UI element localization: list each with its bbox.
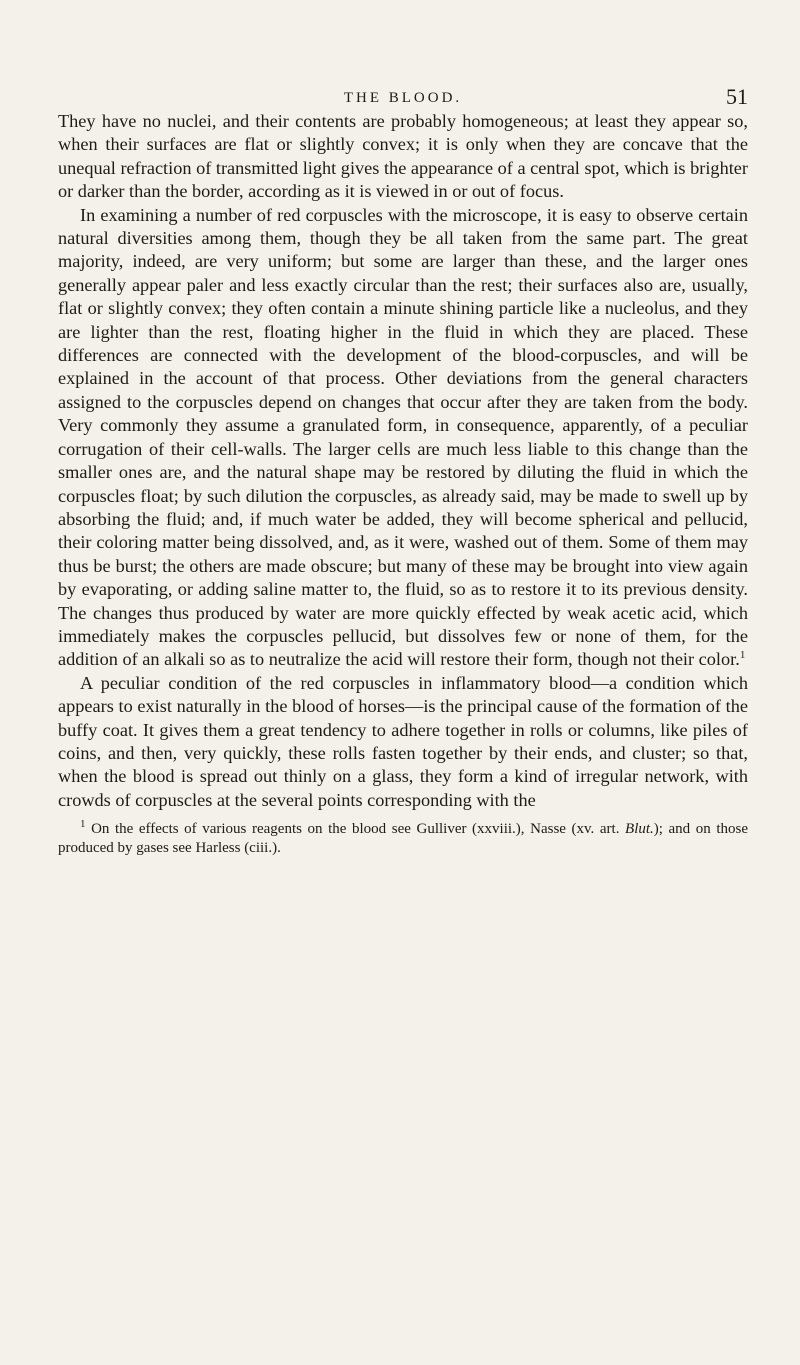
paragraph bbox=[58, 672, 748, 812]
paragraph bbox=[58, 204, 748, 672]
paragraph-text: A peculiar condition of the red corpuscles in inflammatory blood—a condition which appears to exist naturally in the blood of horses—is the principal cause of the formation of the buffy coat. It gives them a great tendency to adhere together in rolls or columns, like piles of coins, and then, very quickly, these rolls fasten together by their ends, and cluster; so that, when the blood is spread out thinly on a glass, they form a kind of irregular network, with crowds of corpuscles at the several points corresponding with the bbox=[58, 672, 748, 810]
footnote-text: On the effects of various reagents on the blood see Gulliver (xxviii.), Nasse (xv. art. bbox=[91, 821, 626, 838]
footnote bbox=[58, 820, 748, 858]
paragraph bbox=[58, 110, 748, 204]
footnote-italic: Blut. bbox=[625, 821, 654, 838]
body-text bbox=[58, 110, 748, 812]
paragraph-text: They have no nuclei, and their contents are probably homogeneous; at least they appear so, when their surfaces are flat or slightly convex; it is only when they are concave that the unequal refraction of transmitted light gives the appearance of a central spot, which is brighter or darker than the border, according as it is viewed in or out of focus. bbox=[58, 111, 748, 202]
page-number: 51 bbox=[726, 84, 748, 109]
running-head bbox=[58, 0, 748, 110]
footnote-marker: 1 bbox=[80, 818, 86, 831]
running-title: THE BLOOD. bbox=[343, 90, 463, 106]
footnote-text-end: ); and on those produced by gases see Harless (ciii.). bbox=[58, 821, 748, 857]
footnote-reference: 1 bbox=[739, 649, 746, 662]
paragraph-text: In examining a number of red corpuscles with the microscope, it is easy to observe certain natural diversities among them, though they be all taken from the same part. The great majority, indeed, are very uniform; but some are larger than these, and the larger ones generally appear paler and less exactly circular than the rest; their surfaces also are, usually, flat or slightly convex; they often contain a minute shining particle like a nucleolus, and they are lighter than the rest, floating higher in the fluid in which they are placed. These differences are connected with the development of the blood-corpuscles, and will be explained in the account of that process. Other deviations from the general characters assigned to the corpuscles depend on changes that occur after they are taken from the body. Very commonly they assume a granulated form, in consequence, apparently, of a peculiar corrugation of their cell-walls. The larger cells are much less liable to this change than the smaller ones are, and the natural shape may be restored by diluting the fluid in which the corpuscles float; by such dilution the corpuscles, as already said, may be made to swell up by absorbing the fluid; and, if much water be added, they will become spherical and pellucid, their coloring matter being dissolved, and, as it were, washed out of them. Some of them may thus be burst; the others are made obscure; but many of these may be brought into view again by evaporating, or adding saline matter to, the fluid, so as to restore it to its previous density. The changes thus produced by water are more quickly effected by weak acetic acid, which immediately makes the corpuscles pellucid, but dissolves few or none of them, for the addition of an alkali so as to neutralize the acid will restore their form, though not their color. bbox=[58, 204, 748, 670]
